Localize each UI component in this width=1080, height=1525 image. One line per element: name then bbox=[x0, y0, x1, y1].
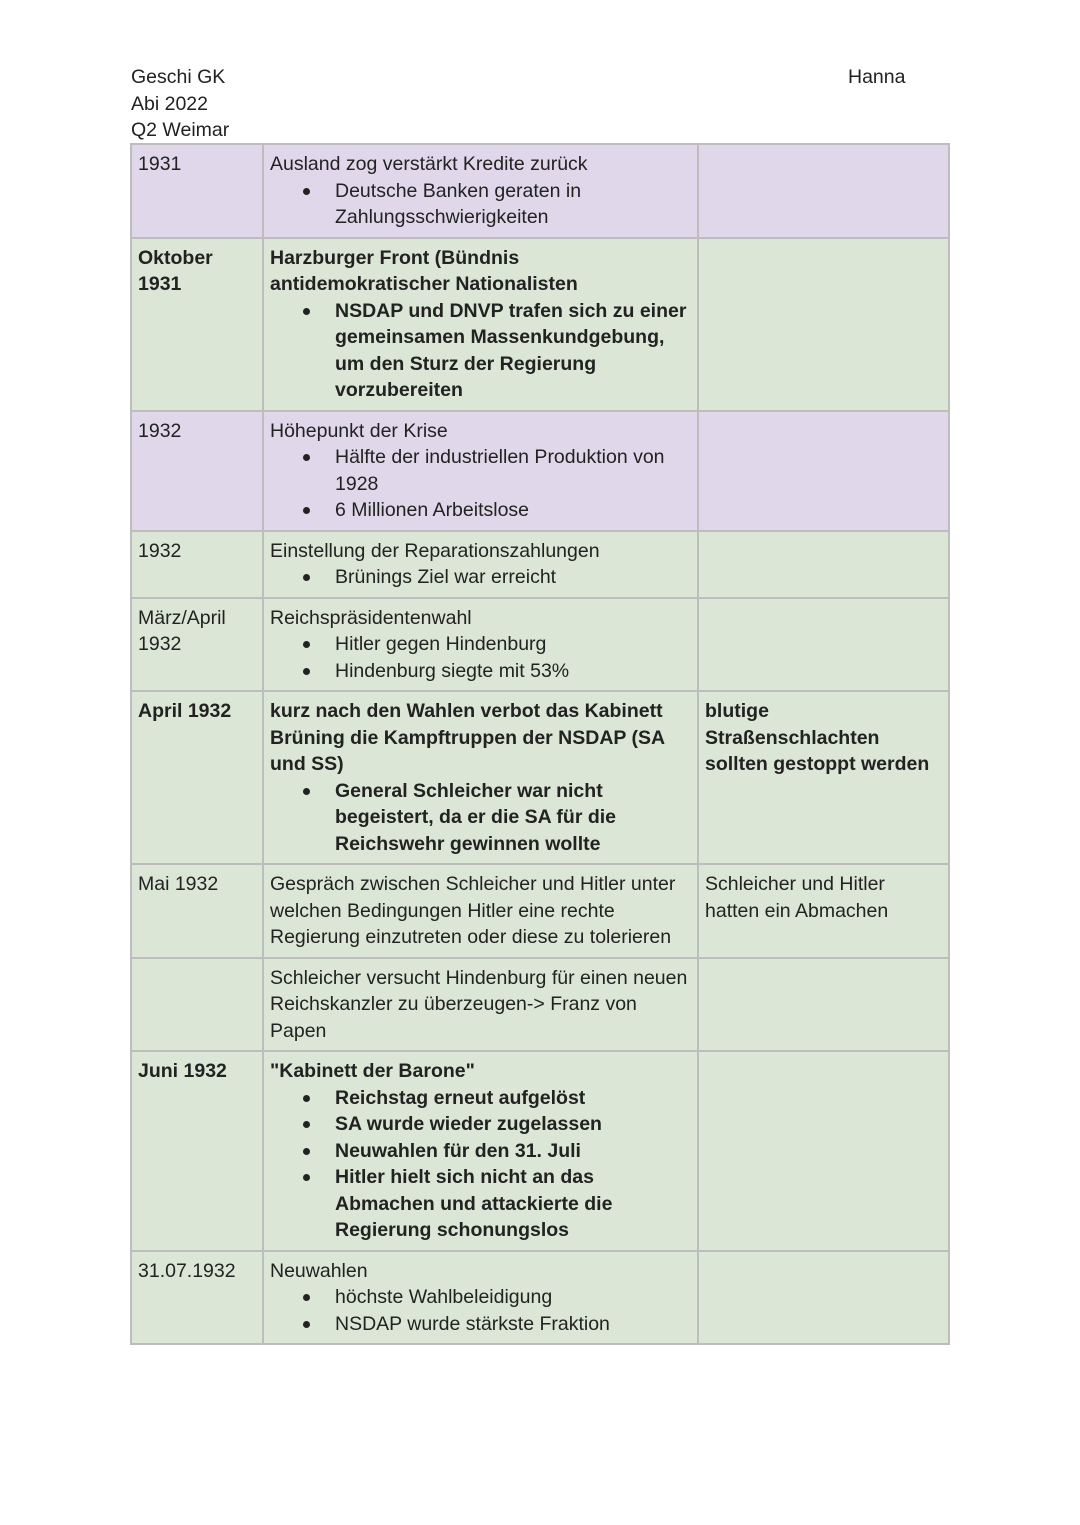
table-row bbox=[131, 144, 949, 238]
course-title: Geschi GK bbox=[131, 66, 226, 88]
date-cell bbox=[131, 958, 263, 1052]
bullet-item: Hälfte der industriellen Produktion von 1928 bbox=[335, 444, 691, 497]
bullet-item: Hitler gegen Hindenburg bbox=[335, 631, 691, 658]
table-row bbox=[131, 1251, 949, 1345]
timeline-body bbox=[131, 144, 949, 1344]
event-text: Schleicher versucht Hindenburg für einen neuen Reichskanzler zu überzeugen-> Franz von Papen bbox=[270, 966, 688, 1042]
note-cell bbox=[698, 598, 949, 692]
event-cell bbox=[263, 531, 698, 598]
note-cell bbox=[698, 958, 949, 1052]
bullet-item: 6 Millionen Arbeitslose bbox=[335, 497, 691, 524]
note-cell bbox=[698, 1051, 949, 1251]
note-cell: blutige Straßenschlachten sollten gestoppt werden bbox=[698, 691, 949, 864]
document-header bbox=[131, 64, 229, 144]
event-cell bbox=[263, 1251, 698, 1345]
bullet-list bbox=[270, 631, 691, 684]
timeline-table bbox=[130, 143, 950, 1345]
event-text: "Kabinett der Barone" bbox=[270, 1060, 475, 1082]
table-row bbox=[131, 864, 949, 958]
note-cell bbox=[698, 238, 949, 411]
event-text: Höhepunkt der Krise bbox=[270, 419, 448, 442]
table-row bbox=[131, 1051, 949, 1251]
table-row bbox=[131, 531, 949, 598]
event-cell bbox=[263, 238, 698, 411]
table-row bbox=[131, 411, 949, 531]
bullet-item: SA wurde wieder zugelassen bbox=[335, 1111, 691, 1138]
note-cell bbox=[698, 144, 949, 238]
bullet-list bbox=[270, 444, 691, 524]
exam-year: Abi 2022 bbox=[131, 92, 208, 115]
date-cell: 1931 bbox=[131, 144, 263, 238]
bullet-item: Deutsche Banken geraten in Zahlungsschwierigkeiten bbox=[335, 178, 691, 231]
date-cell: 1932 bbox=[131, 411, 263, 531]
bullet-list bbox=[270, 298, 691, 404]
event-text: kurz nach den Wahlen verbot das Kabinett Brüning die Kampftruppen der NSDAP (SA und SS) bbox=[270, 700, 665, 775]
bullet-list bbox=[270, 178, 691, 231]
bullet-item: Hitler hielt sich nicht an das Abmachen und attackierte die Regierung schonungslos bbox=[335, 1164, 691, 1244]
bullet-item: NSDAP und DNVP trafen sich zu einer gemeinsamen Massenkundgebung, um den Sturz der Regierung vorzubereiten bbox=[335, 298, 691, 404]
event-cell bbox=[263, 691, 698, 864]
bullet-item: General Schleicher war nicht begeistert, da er die SA für die Reichswehr gewinnen wollte bbox=[335, 778, 691, 858]
bullet-item: Reichstag erneut aufgelöst bbox=[335, 1085, 691, 1112]
table-row bbox=[131, 691, 949, 864]
bullet-item: Brünings Ziel war erreicht bbox=[335, 564, 691, 591]
event-text: Gespräch zwischen Schleicher und Hitler unter welchen Bedingungen Hitler eine rechte Regierung einzutreten oder diese zu tolerieren bbox=[270, 873, 676, 948]
event-text: Einstellung der Reparationszahlungen bbox=[270, 539, 600, 562]
event-text: Harzburger Front (Bündnis antidemokratischer Nationalisten bbox=[270, 246, 578, 295]
event-text: Reichspräsidentenwahl bbox=[270, 606, 472, 629]
note-cell: Schleicher und Hitler hatten ein Abmachen bbox=[698, 864, 949, 958]
event-cell bbox=[263, 958, 698, 1052]
bullet-list bbox=[270, 1085, 691, 1244]
note-cell bbox=[698, 531, 949, 598]
event-cell bbox=[263, 1051, 698, 1251]
date-cell: Mai 1932 bbox=[131, 864, 263, 958]
bullet-list bbox=[270, 1284, 691, 1337]
bullet-item: Neuwahlen für den 31. Juli bbox=[335, 1138, 691, 1165]
event-cell bbox=[263, 864, 698, 958]
date-cell: Juni 1932 bbox=[131, 1051, 263, 1251]
bullet-list bbox=[270, 778, 691, 858]
bullet-item: NSDAP wurde stärkste Fraktion bbox=[335, 1311, 691, 1338]
topic-title: Q2 Weimar bbox=[131, 119, 230, 141]
table-row bbox=[131, 598, 949, 692]
date-cell: Oktober 1931 bbox=[131, 238, 263, 411]
event-cell bbox=[263, 598, 698, 692]
date-cell: 1932 bbox=[131, 531, 263, 598]
bullet-list bbox=[270, 564, 691, 591]
author-name: Hanna bbox=[848, 66, 906, 88]
note-cell bbox=[698, 1251, 949, 1345]
date-cell: März/April 1932 bbox=[131, 598, 263, 692]
event-cell bbox=[263, 411, 698, 531]
table-row bbox=[131, 238, 949, 411]
date-cell: 31.07.1932 bbox=[131, 1251, 263, 1345]
event-text: Neuwahlen bbox=[270, 1259, 368, 1282]
note-cell bbox=[698, 411, 949, 531]
date-cell: April 1932 bbox=[131, 691, 263, 864]
event-cell bbox=[263, 144, 698, 238]
bullet-item: Hindenburg siegte mit 53% bbox=[335, 658, 691, 685]
bullet-item: höchste Wahlbeleidigung bbox=[335, 1284, 691, 1311]
table-row bbox=[131, 958, 949, 1052]
event-text: Ausland zog verstärkt Kredite zurück bbox=[270, 153, 588, 175]
